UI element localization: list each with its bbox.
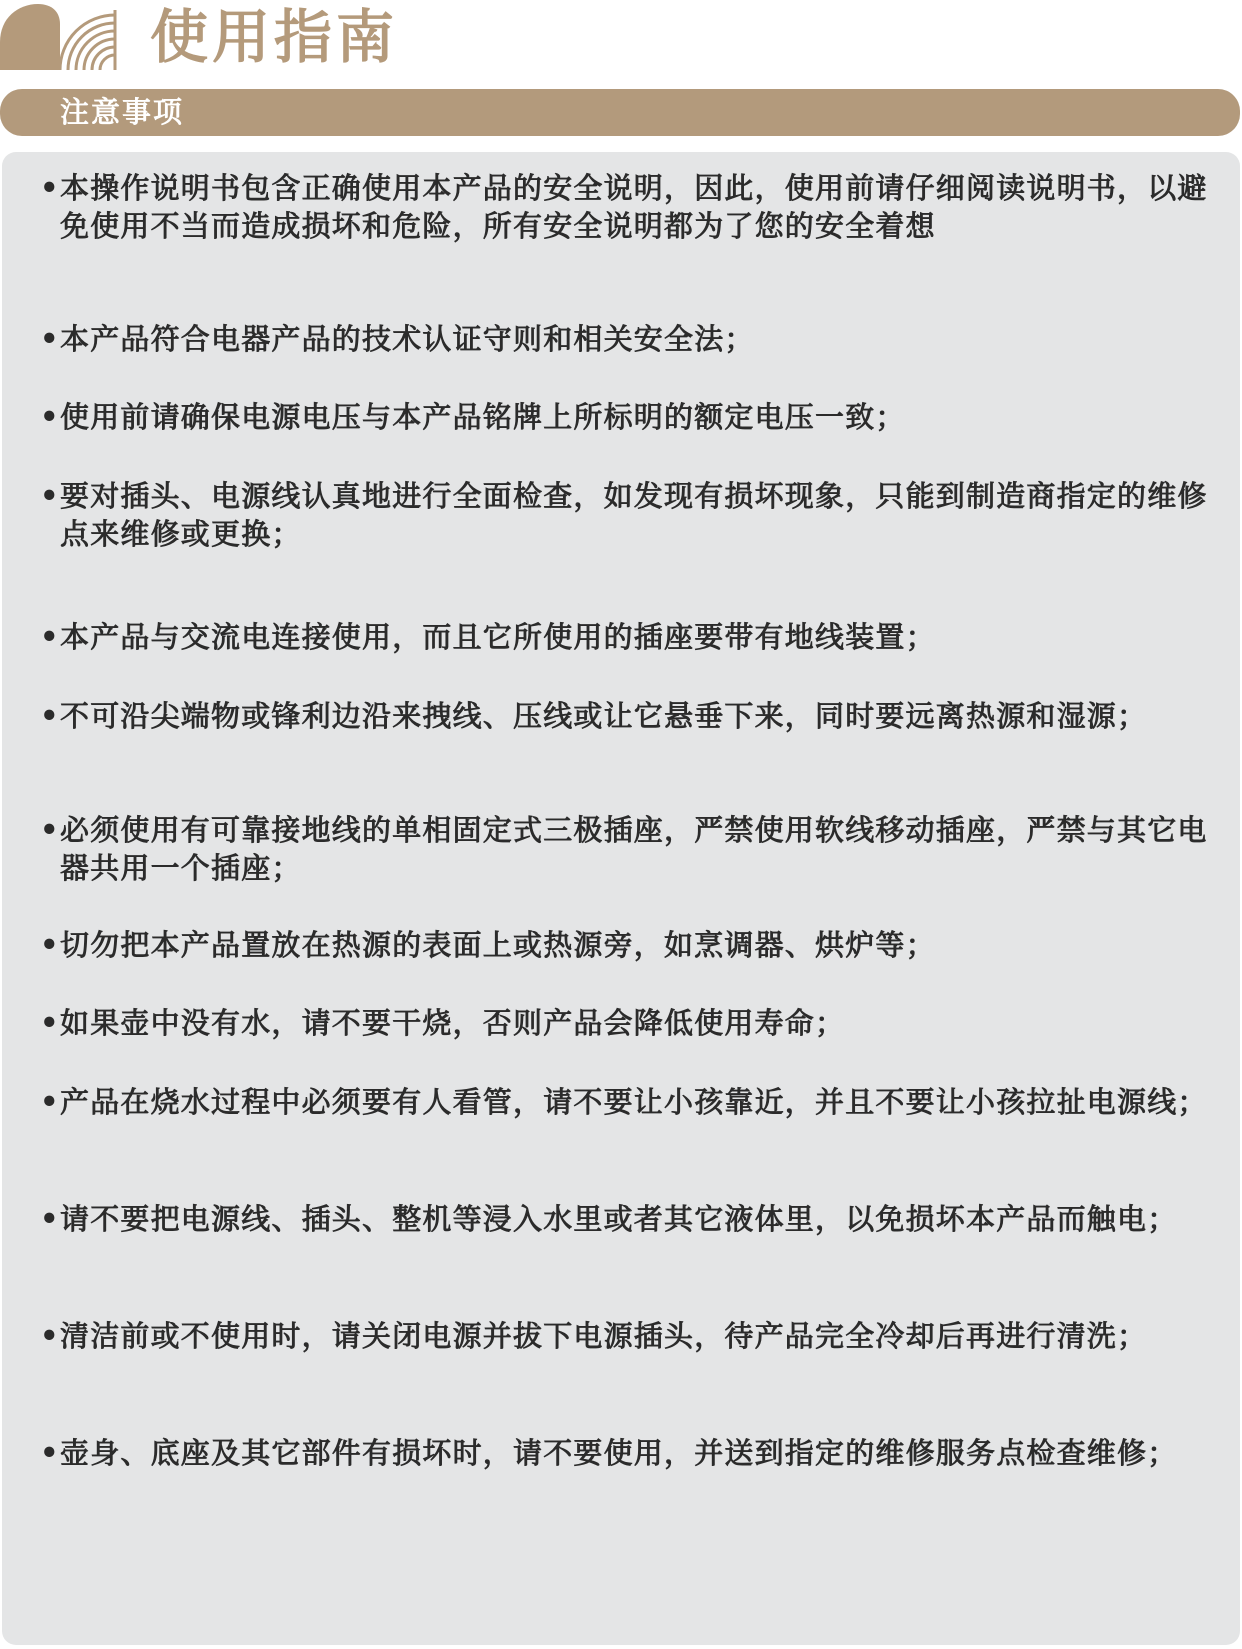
bullet-icon: • [40,1436,60,1470]
notice-text: 请不要把电源线、插头、整机等浸入水里或者其它液体里，以免损坏本产品而触电； [60,1202,1178,1236]
notice-item [40,1434,1212,1472]
notice-text: 不可沿尖端物或锋利边沿来拽线、压线或让它悬垂下来，同时要远离热源和湿源； [60,699,1148,733]
notice-text: 必须使用有可靠接地线的单相固定式三极插座，严禁使用软线移动插座，严禁与其它电器共用一个插座； [60,813,1208,885]
notice-text: 本产品符合电器产品的技术认证守则和相关安全法； [60,322,755,356]
notice-item [40,477,1212,553]
bullet-icon: • [40,1202,60,1236]
bullet-icon: • [40,1006,60,1040]
bullet-icon: • [40,322,60,356]
notice-text: 清洁前或不使用时，请关闭电源并拔下电源插头，待产品完全冷却后再进行清洗； [60,1319,1148,1353]
notice-item [40,926,1212,964]
bullet-icon: • [40,479,60,513]
bullet-icon: • [40,928,60,962]
notice-text: 如果壶中没有水，请不要干烧，否则产品会降低使用寿命； [60,1006,846,1040]
notice-item [40,697,1212,735]
bullet-icon: • [40,1085,60,1119]
notice-item [40,811,1212,887]
bullet-icon: • [40,813,60,847]
section-title: 注意事项 [60,95,185,129]
bullet-icon: • [40,699,60,733]
bullet-icon: • [40,1319,60,1353]
notice-text: 本操作说明书包含正确使用本产品的安全说明，因此，使用前请仔细阅读说明书，以避免使用不当而造成损坏和危险，所有安全说明都为了您的安全着想 [60,171,1208,243]
notice-item [40,169,1212,245]
notice-item [40,398,1212,436]
notice-item [40,1083,1212,1121]
bullet-icon: • [40,620,60,654]
bullet-icon: • [40,171,60,205]
page-header [0,0,1242,80]
notice-item [40,1004,1212,1042]
bullet-icon: • [40,400,60,434]
notice-text: 壶身、底座及其它部件有损坏时，请不要使用，并送到指定的维修服务点检查维修； [60,1436,1178,1470]
notice-text: 产品在烧水过程中必须要有人看管，请不要让小孩靠近，并且不要让小孩拉扯电源线； [60,1085,1208,1119]
brand-arc-logo-icon [0,0,130,70]
notice-item [40,320,1212,358]
notice-item [40,1317,1212,1355]
page-title: 使用指南 [150,3,399,71]
notice-item [40,618,1212,656]
section-header-bar [0,89,1240,136]
notice-item [40,1200,1212,1238]
notice-text: 本产品与交流电连接使用，而且它所使用的插座要带有地线装置； [60,620,936,654]
notice-text: 要对插头、电源线认真地进行全面检查，如发现有损坏现象，只能到制造商指定的维修点来维修或更换； [60,479,1208,551]
notice-text: 切勿把本产品置放在热源的表面上或热源旁，如烹调器、烘炉等； [60,928,936,962]
notices-panel [2,152,1240,1645]
notice-text: 使用前请确保电源电压与本产品铭牌上所标明的额定电压一致； [60,400,906,434]
